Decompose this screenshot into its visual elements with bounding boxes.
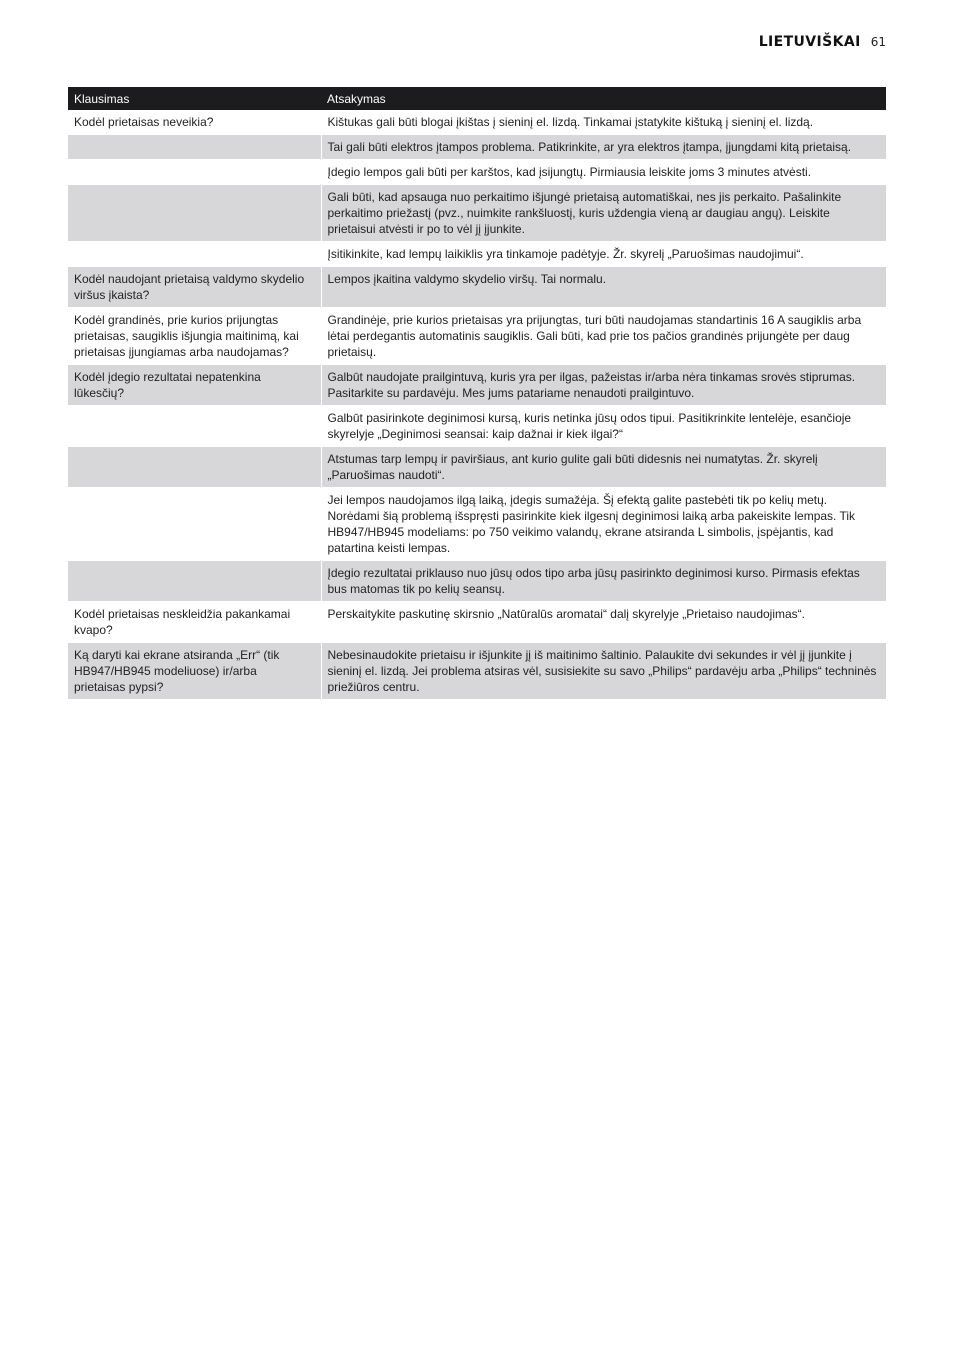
table-row [68, 242, 886, 267]
answer-cell: Atstumas tarp lempų ir paviršiaus, ant kurio gulite gali būti didesnis nei numatytas. Žr. skyrelį „Paruošimas naudoti“. [321, 447, 886, 488]
column-header-question: Klausimas [68, 87, 321, 110]
language-label: LIETUVIŠKAI [758, 34, 861, 50]
answer-cell: Galbūt naudojate prailgintuvą, kuris yra per ilgas, pažeistas ir/arba nėra tinkamas srovės stiprumas. Pasitarkite su pardavėju. Mes jums patariame nenaudoti prailgintuvo. [321, 365, 886, 406]
answer-cell: Įdegio lempos gali būti per karštos, kad įsijungtų. Pirmiausia leiskite joms 3 minutes atvėsti. [321, 160, 886, 185]
table-row [68, 135, 886, 160]
answer-cell: Lempos įkaitina valdymo skydelio viršų. Tai normalu. [321, 267, 886, 308]
table-row [68, 308, 886, 365]
troubleshooting-table [68, 87, 886, 700]
table-row [68, 447, 886, 488]
answer-cell: Gali būti, kad apsauga nuo perkaitimo išjungė prietaisą automatiškai, nes jis perkaito. Pašalinkite perkaitimo priežastį (pvz., nuimkite rankšluostį, kuris uždengia vieną ar daugiau angų). Leiskite prietaisui atvėsti ir po to vėl jį įjunkite. [321, 185, 886, 242]
table-row [68, 185, 886, 242]
answer-cell: Jei lempos naudojamos ilgą laiką, įdegis sumažėja. Šį efektą galite pastebėti tik po kelių metų. Norėdami šią problemą išspręsti pasirinkite kiek ilgesnį deginimosi laiką arba pakeiskite lempas. Tik HB947/HB945 modeliams: po 750 veikimo valandų, ekrane atsiranda L simbolis, įspėjantis, kad patartina keisti lempas. [321, 488, 886, 561]
table-row [68, 406, 886, 447]
table-row [68, 643, 886, 700]
page-header [759, 34, 886, 50]
answer-cell: Galbūt pasirinkote deginimosi kursą, kuris netinka jūsų odos tipui. Pasitikrinkite lentelėje, esančioje skyrelyje „Deginimosi seansai: kaip dažnai ir kiek ilgai?“ [321, 406, 886, 447]
question-cell [68, 447, 321, 488]
answer-cell: Nebesinaudokite prietaisu ir išjunkite jį iš maitinimo šaltinio. Palaukite dvi sekundes ir vėl jį įjunkite į sieninį el. lizdą. Jei problema atsiras vėl, susisiekite su savo „Philips“ pardavėju arba „Philips“ techninės priežiūros centru. [321, 643, 886, 700]
question-cell: Kodėl prietaisas neskleidžia pakankamai kvapo? [68, 602, 321, 643]
column-header-answer: Atsakymas [321, 87, 886, 110]
table-row [68, 110, 886, 135]
question-cell [68, 242, 321, 267]
answer-cell: Grandinėje, prie kurios prietaisas yra prijungtas, turi būti naudojamas standartinis 16 A saugiklis arba lėtai perdegantis automatinis saugiklis. Gali būti, kad prie tos pačios grandinės prijungėte per daug prietaisų. [321, 308, 886, 365]
table-row [68, 602, 886, 643]
question-cell [68, 406, 321, 447]
answer-cell: Tai gali būti elektros įtampos problema. Patikrinkite, ar yra elektros įtampa, įjungdami kitą prietaisą. [321, 135, 886, 160]
question-cell [68, 488, 321, 561]
question-cell: Ką daryti kai ekrane atsiranda „Err“ (tik HB947/HB945 modeliuose) ir/arba prietaisas pypsi? [68, 643, 321, 700]
table-body [68, 110, 886, 700]
answer-cell: Įdegio rezultatai priklauso nuo jūsų odos tipo arba jūsų pasirinkto deginimosi kurso. Pirmasis efektas bus matomas tik po kelių seansų. [321, 561, 886, 602]
table-row [68, 561, 886, 602]
table-row [68, 488, 886, 561]
answer-cell: Perskaitykite paskutinę skirsnio „Natūralūs aromatai“ dalį skyrelyje „Prietaiso naudojimas“. [321, 602, 886, 643]
question-cell [68, 160, 321, 185]
table-header-row [68, 87, 886, 110]
table-row [68, 160, 886, 185]
question-cell [68, 135, 321, 160]
question-cell: Kodėl grandinės, prie kurios prijungtas prietaisas, saugiklis išjungia maitinimą, kai prietaisas įjungiamas arba naudojamas? [68, 308, 321, 365]
question-cell [68, 561, 321, 602]
table-row [68, 267, 886, 308]
answer-cell: Įsitikinkite, kad lempų laikiklis yra tinkamoje padėtyje. Žr. skyrelį „Paruošimas naudojimui“. [321, 242, 886, 267]
table-row [68, 365, 886, 406]
question-cell: Kodėl naudojant prietaisą valdymo skydelio viršus įkaista? [68, 267, 321, 308]
question-cell [68, 185, 321, 242]
page-number: 61 [870, 35, 886, 49]
question-cell: Kodėl prietaisas neveikia? [68, 110, 321, 135]
answer-cell: Kištukas gali būti blogai įkištas į sieninį el. lizdą. Tinkamai įstatykite kištuką į sieninį el. lizdą. [321, 110, 886, 135]
question-cell: Kodėl įdegio rezultatai nepatenkina lūkesčių? [68, 365, 321, 406]
